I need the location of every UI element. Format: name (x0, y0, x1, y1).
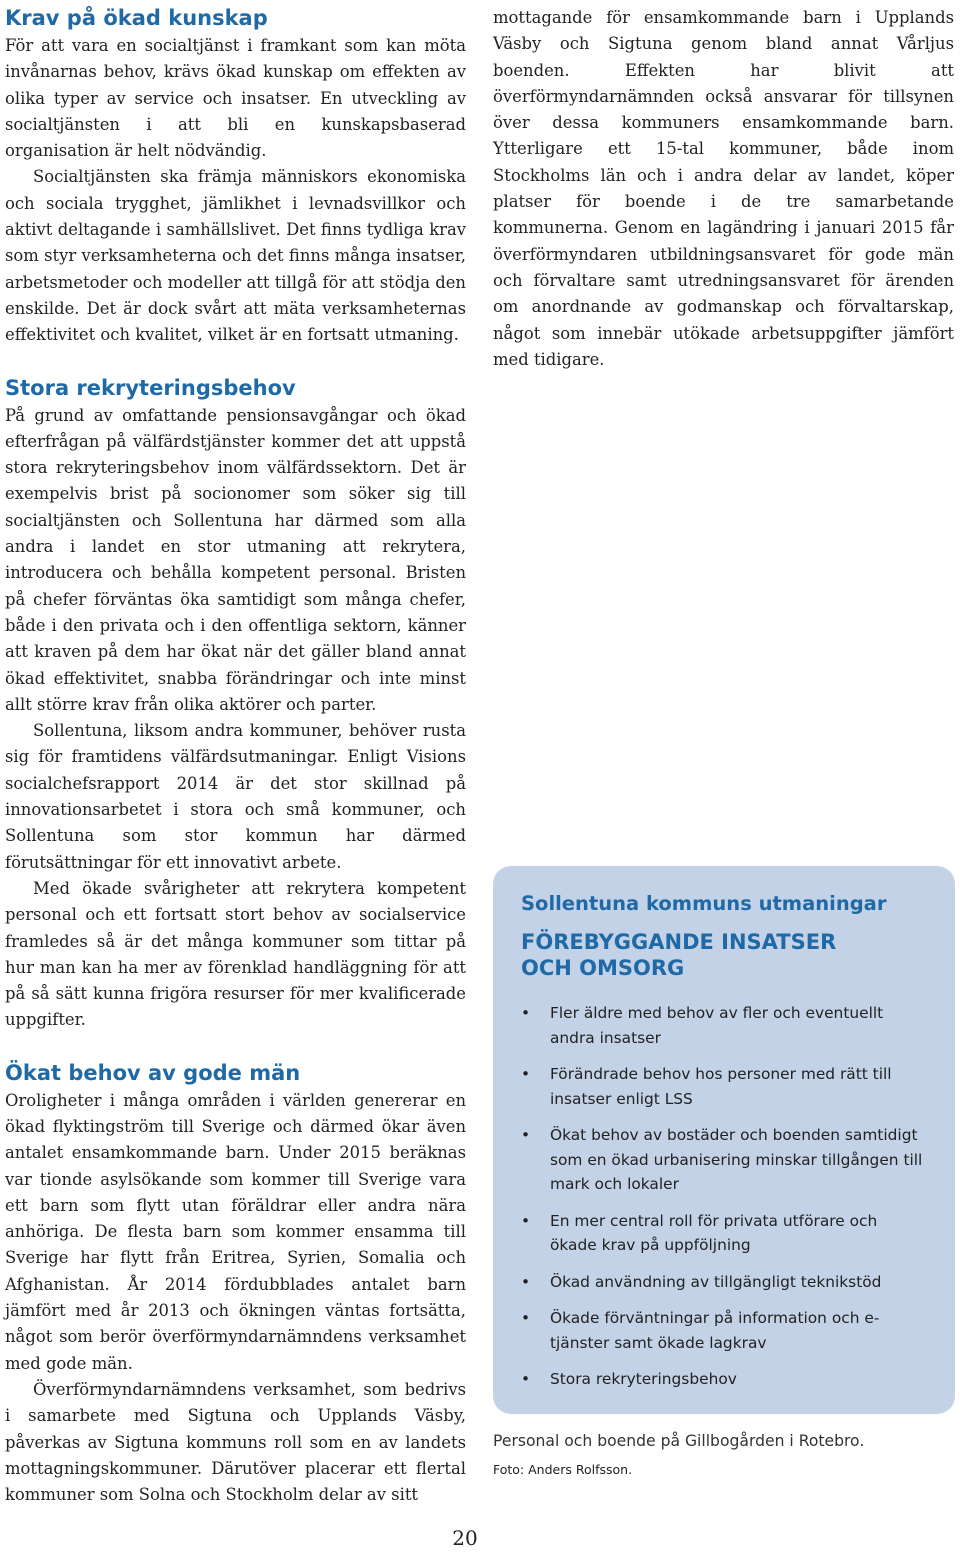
box-subtitle-line: FÖREBYGGANDE INSATSER (521, 930, 837, 954)
paragraph: På grund av omfattande pensionsavgångar och ökad efterfrågan på välfärdstjänster kommer det att uppstå stora rekryteringsbehov inom välfärdssektorn. Det är exempelvis brist på socionomer som söker sig till socialtjänsten och Sollentuna har därmed som alla andra i landet en stor utmaning att rekrytera, introducera och behålla kompetent personal. Bristen på chefer förväntas öka samtidigt som många chefer, både i den privata och i den offentliga sektorn, känner att kraven på dem har ökat när det gäller bland annat ökad effektivitet, snabba förändringar och inte minst allt större krav från olika aktörer och parter. (5, 405, 466, 714)
list-item-text: Ökad användning av tillgängligt teknikstöd (550, 1272, 882, 1291)
paragraph: Överförmyndarnämndens verksamhet, som bedrivs i samarbete med Sigtuna och Upplands Väsby, påverkas av Sigtuna kommuns roll som en av landets mottagningskommuner. Därutöver placerar ett flertal kommuner som Solna och Stockholm delar av sitt (5, 1379, 466, 1505)
list-item-text: Ökade förväntningar på information och e-tjänster samt ökade lagkrav (550, 1309, 880, 1352)
heading-krav-pa-okad-kunskap: Krav på ökad kunskap (5, 6, 268, 30)
list-item-text: Stora rekryteringsbehov (550, 1370, 737, 1388)
section-krav-pa-okad-kunskap (5, 5, 466, 349)
bullet-icon: • (521, 1309, 531, 1327)
list-item-text: En mer central roll för privata utförare och ökade krav på uppföljning (550, 1211, 878, 1254)
box-subtitle (521, 929, 927, 981)
section-okat-behov-av-gode-man (5, 1060, 466, 1509)
list-item (521, 1367, 927, 1392)
list-item (521, 1209, 927, 1258)
list-item (521, 1270, 927, 1295)
right-column (493, 5, 954, 373)
bullet-icon: • (521, 1211, 531, 1230)
bullet-icon: • (521, 1370, 531, 1388)
page-number: 20 (452, 1526, 478, 1550)
list-item (521, 1001, 927, 1050)
paragraph: För att vara en socialtjänst i framkant som kan möta invånarnas behov, krävs ökad kunskap om effekten av olika typer av service och insatser. En utveckling av socialtjänsten i att bli en kunskapsbaserad organisation är helt nödvändig. (5, 36, 466, 161)
box-title: Sollentuna kommuns utmaningar (521, 892, 887, 915)
photo-credit: Foto: Anders Rolfsson. (493, 1462, 633, 1477)
bullet-icon: • (521, 1272, 531, 1291)
paragraph-continued: mottagande för ensamkommande barn i Upplands Väsby och Sigtuna genom bland annat Vårljus boenden. Effekten har blivit att överförmyndarnämnden också ansvarar för tillsynen över dessa kommuners ensamkommande barn. Ytterligare ett 15-tal kommuner, både inom Stockholms län och i andra delar av landet, köper platser för boende i de tre samarbetande kommunerna. Genom en lagändring i januari 2015 får överförmyndaren utbildningsansvaret för gode män och förvaltare samt utredningsansvaret för ärenden om anordnande av godmanskap och förvaltarskap, något som innebär utökade arbetsuppgifter jämfört med tidigare. (493, 8, 954, 369)
box-subtitle-line: OCH OMSORG (521, 956, 685, 980)
list-item-text: Förändrade behov hos personer med rätt till insatser enligt LSS (550, 1065, 892, 1108)
heading-stora-rekryteringsbehov: Stora rekryteringsbehov (5, 375, 296, 400)
photo-caption: Personal och boende på Gillbogården i Rotebro. (493, 1432, 865, 1450)
list-item (521, 1306, 927, 1355)
paragraph: Med ökade svårigheter att rekrytera kompetent personal och ett fortsatt stort behov av socialservice framledes så är det många kommuner som tittar på hur man kan ha mer av förenklad handläggning för att på så sätt kunna frigöra resurser för mer kvalificerade uppgifter. (5, 878, 466, 1030)
list-item-text: Ökat behov av bostäder och boenden samtidigt som en ökad urbanisering minskar tillgången till mark och lokaler (550, 1126, 923, 1193)
bullet-icon: • (521, 1004, 531, 1022)
heading-okat-behov-av-gode-man: Ökat behov av gode män (5, 1060, 301, 1085)
challenges-box (493, 866, 955, 1414)
section-stora-rekryteringsbehov (5, 375, 466, 1034)
challenges-list (521, 1001, 927, 1392)
paragraph: Socialtjänsten ska främja människors ekonomiska och sociala trygghet, jämlikhet i levnadsvillkor och aktivt deltagande i samhällslivet. Det finns tydliga krav som styr verksamheterna och det finns många insatser, arbetsmetoder och modeller att tillgå för att stödja den enskilde. Det är dock svårt att mäta verksamheternas effektivitet och kvalitet, vilket är en fortsatt utmaning. (5, 167, 466, 345)
list-item-text: Fler äldre med behov av fler och eventuellt andra insatser (550, 1004, 884, 1047)
list-item (521, 1123, 927, 1197)
paragraph: Oroligheter i många områden i världen genererar en ökad flyktingström till Sverige och därmed ökar även antalet ensamkommande barn. Under 2015 beräknas var tionde asylsökande som kommer till Sverige vara ett barn som flytt utan föräldrar eller andra nära anhöriga. De flesta barn som kommer ensamma till Sverige har flytt från Eritrea, Syrien, Somalia och Afghanistan. År 2014 fördubblades antalet barn jämfört med år 2013 och ökningen väntas fortsätta, något som berör överförmyndarnämndens verksamhet med gode män. (5, 1090, 466, 1373)
bullet-icon: • (521, 1126, 531, 1144)
left-column (5, 5, 466, 1534)
list-item (521, 1062, 927, 1111)
paragraph: Sollentuna, liksom andra kommuner, behöver rusta sig för framtidens välfärdsutmaningar. Enligt Visions socialchefsrapport 2014 är det stor skillnad på innovationsarbetet i stora och små kommuner, och Sollentuna som stor kommun har därmed förutsättningar för ett innovativt arbete. (5, 721, 466, 872)
bullet-icon: • (521, 1065, 531, 1083)
